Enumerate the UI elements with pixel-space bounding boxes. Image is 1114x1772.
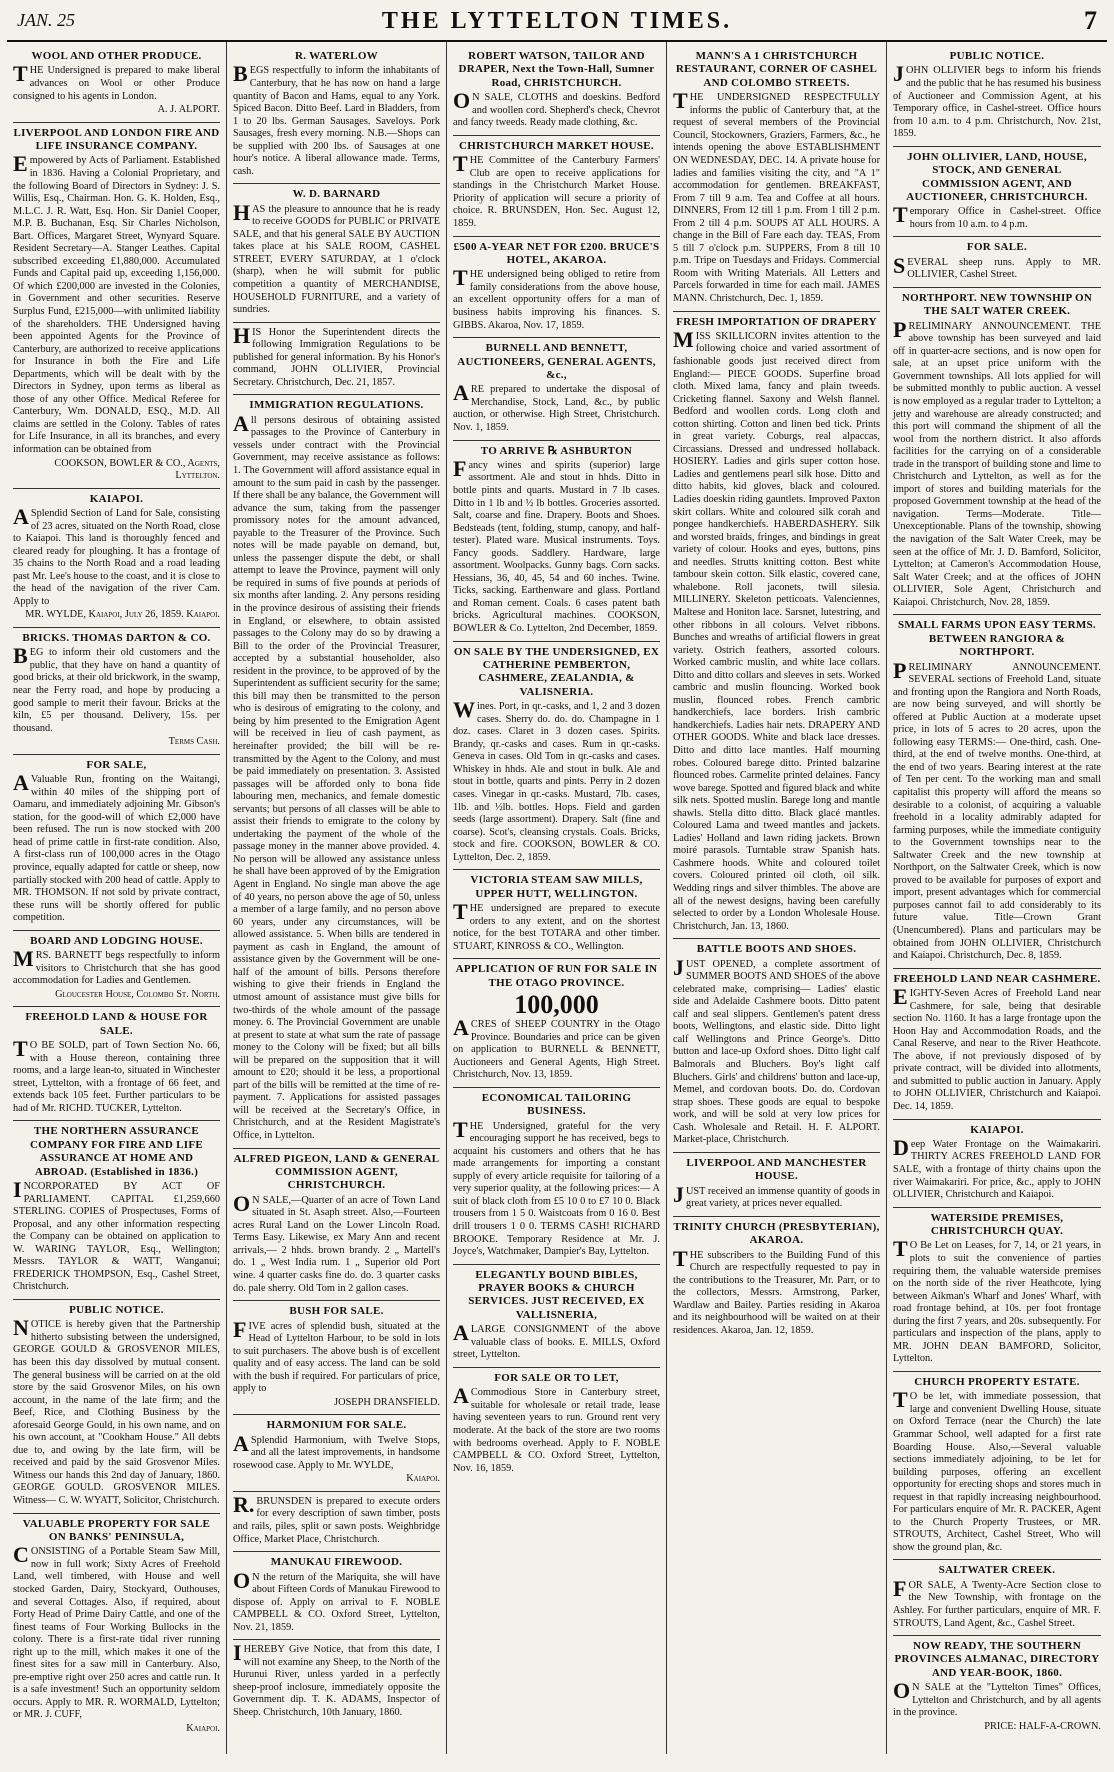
- ad-body: IHEREBY Give Notice, that from this date, I will not examine any Sheep, to the North of the Hurunui River, unless yarded in a perfectly sheep-proof inclosure, immediately opposite the Government dip. T. K. ADAMS, Inspector of Sheep. Christchurch, 10th January, 1860.: [233, 1640, 440, 1718]
- advertisement: [673, 1217, 880, 1343]
- advertisement: [233, 184, 440, 322]
- column-2: [227, 42, 447, 1754]
- ad-heading: BOARD AND LODGING HOUSE.: [30, 934, 203, 947]
- ad-body: SEVERAL sheep runs. Apply to MR. OLLIVIER, Cashel Street.: [893, 252, 1101, 281]
- ad-heading: CHURCH PROPERTY ESTATE.: [914, 1375, 1080, 1388]
- ad-heading: £500 A-YEAR NET FOR £200. BRUCE'S HOTEL, AKAROA.: [453, 240, 660, 266]
- column-5: [887, 42, 1107, 1754]
- advertisement: [893, 1636, 1101, 1738]
- advertisement: [893, 1372, 1101, 1561]
- ad-body: BEGS respectfully to inform the inhabitants of Canterbury, that he has now on hand a large quantity of Bacon and Hams, equal to any York. Spiced Bacon. Ditto Beef. Lard in Bladders, from 1 to 20 lbs. German Sausages. Saveloys. Pork Sausages, fresh every morning. N.B.—Shops can be supplied with 200 lbs. of Sausages at one hour's notice. A liberal allowance made. Terms, cash.: [233, 61, 440, 177]
- ad-heading: R. WATERLOW: [295, 50, 378, 62]
- ad-heading: KAIAPOI.: [89, 492, 144, 505]
- ad-body: AValuable Run, fronting on the Waitangi, within 40 miles of the shipping port of Oamaru, and immediately adjoining Mr. Gibson's station, for the good-will of which £2,000 have been refused. The run is now stocked with 200 head of prime cattle in first-rate condition. Also, A first-class run of 100,000 acres in the Otago province, equally adapted for cattle or sheep, now partially stocked with 200 head of cattle. Apply to MR. THOMSON. If not sold by private contract, these runs will be shortly offered for public competition.: [13, 770, 220, 924]
- ad-body: Fancy wines and spirits (superior) large assortment. Ale and stout in hhds. Ditto in bottle pints and quarts. Mustard in 7 lb cases. Ditto in 1 lb and ½ lb bottles. Groceries assorted. Salt, coarse and fine. Drapery. Boots and Shoes. Bedsteads (tent, folding, stump, canopy, and half-tester). Plated ware. Musical instruments. Toys. Fancy goods. Saddlery. Hardware, large assortment. Woolpacks. Gunny bags. Corn sacks. Hessians, 36, 40, 45, 54 and 60 inches. Twine. Ticks, sacking. Earthenware and glass. Portland and Roman cement. Coals. 6 cases patent bath bricks. Agricultural machines. COOKSON, BOWLER & Co. Lyttelton, 2nd December, 1859.: [453, 455, 660, 635]
- ad-heading: NOW READY, THE SOUTHERN PROVINCES ALMANAC, DIRECTORY AND YEAR-BOOK, 1860.: [894, 1640, 1100, 1679]
- ad-body: MISS SKILLICORN invites attention to the following choice and varied assortment of fashionable goods just received direct from England:— PIECE GOODS. Superfine broad cloth. Mixed lama, fancy and plain tweeds. Cricketing flannel. Saxony and Welsh flannel. Bedford and woollen cords. Long cloth and cotton shirting. Cotton and linen bed tick. Prints in great variety. Coburgs, real alpaccas, Circassians. Dressed and undressed hollaback. HOSIERY. Ladies and girls super cotton hose. Ladies and gentlemens pearl silk hose. Ditto and ditto habits, kid gloves, black and coloured. Ladies doeskin riding gauntlets. Improved Paxton skirt collars. White and coloured silk corah and pongee handkerchiefs. HABERDASHERY. Silk and worsted braids, fringes, and bindings in great variety of colour. Hooks and eyes, buttons, pins and needles. Strutts knitting cotton. Best white tambour skein cotton. Silk elastic, covered cane, whalebone. Roll jaconets, twill silesia. MILLINERY. Skeleton petticoats. Valenciennes, Maltese and Honiton lace. Sarsnet, lutestring, and other ribbons in all colours. Velvet ribbons. Bunches and wreaths of artificial flowers in great variety. Ostrich feathers, assorted colours. Worked cambric muslin, and white lace collars. Ditto and ditto collars and sleeves in sets. Worked cambric and muslin flouncing. Worked book muslin, flounced robes. French cambric handkerchiefs, lace borders. Irish cambric handkerchiefs. Ladies hair nets. DRAPERY AND OTHER GOODS. White and black lace dresses. Ditto and ditto lace mantles. Half mourning robes. Coloured barege ditto. Printed balzarine flounced robes. Carmelite printed delaines. Fancy wove barege. Spotted and figured black and white silk nets. Spotted muslin. Barege long and mantle shawls. Stella ditto ditto. Black glacé mantles. Coloured Lama and tweed mantles and jackets. Ladies' Holland and lawn riding jackets. Brown moiré parasols. Turntable straw Spanish hats. Cashmere hoods. White and coloured toilet covers. Coloured printed oil cloth, oil silk. Wedding rings and silver thimbles. The above are all of the newest designs, having been carefully selected to order by a London Wholesale House. Christchurch, Jan. 13, 1860.: [673, 326, 880, 932]
- advertisement: [233, 1640, 440, 1724]
- ad-heading: TRINITY CHURCH (PRESBYTERIAN), AKAROA.: [673, 1220, 880, 1247]
- ad-heading: FREEHOLD LAND NEAR CASHMERE.: [893, 972, 1101, 985]
- ad-body: ON the return of the Mariquita, she will have about Fifteen Cords of Manukau Firewood to dispose of. Apply on arrival to F. NOBLE CAMPBELL & CO. Oxford Street, Lyttelton, Nov. 21, 1859.: [233, 1567, 440, 1633]
- advertisement: [233, 1301, 440, 1415]
- ad-signature: JOSEPH DRANSFIELD.: [334, 1396, 440, 1408]
- advertisement: [13, 1300, 220, 1514]
- advertisement: [453, 642, 660, 871]
- masthead: [7, 6, 1107, 42]
- ad-heading: WATERSIDE PREMISES, CHRISTCHURCH QUAY.: [930, 1211, 1064, 1238]
- ad-heading: IMMIGRATION REGULATIONS.: [249, 399, 424, 412]
- ad-signature: COOKSON, BOWLER & CO., Agents, Lyttelton.: [54, 457, 220, 482]
- ad-heading: ALFRED PIGEON, LAND & GENERAL COMMISSION AGENT, CHRISTCHURCH.: [233, 1152, 440, 1192]
- advertisement: [13, 1121, 220, 1300]
- ad-heading: BRICKS. THOMAS DARTON & CO.: [22, 631, 211, 644]
- issue-date: JAN. 25: [17, 10, 75, 30]
- ad-body: ASplendid Section of Land for Sale, consisting of 23 acres, situated on the North Road, close to Kaiapoi. This land is thoroughly fenced and cleared ready for ploughing. It has a frontage of 35 chains to the North Road and a road leading past Mr. Lee's house to the coast, and it is close to the head of the navigation of the river Cam. Apply to: [13, 504, 220, 607]
- advertisement: [233, 46, 440, 184]
- ad-signature: A. J. ALPORT.: [157, 104, 220, 116]
- ad-body: Empowered by Acts of Parliament. Established in 1836. Having a Colonial Proprietary, and the following Board of Directors in Sydney: J. S. Willis, Esq., Chairman. Hon. G. K. Holden, Esq., M.L.C. J. R. Watt, Esq. Hon. Sir Daniel Cooper, M.P. B. Buchanan, Esq. Sir Charles Nicholson, Bart. Offices, Margaret Street, Wynyard Square. Resident Secretary—A. Stanger Leathes. Capital subscribed exceeding £1,880,000. Accumulated Funds and Capital paid up, exceeding 1,156,000. Of which £200,000 are invested in the Colonies, in Government and other securities. Reserve Surplus Fund, £215,000—with unlimited liability of the shareholders. THE Undersigned having been appointed Agents for the Province of Canterbury, are authorized to receive applications for Insurance in both the Fire and Life Departments, which will be dealt with by the Directors in Sydney, upon terms as liberal as those of any other Office. Medical Referee for Canterbury, Wm. DONALD, ESQ., M.D. All claims are settled in the Colony. Tables of rates for Life Insurance, in all its branches, and every information can be obtained from: [13, 151, 220, 455]
- ad-signature: Kaiapoi.: [406, 1473, 440, 1485]
- ad-heading: LIVERPOOL AND LONDON FIRE AND LIFE INSURANCE COMPANY.: [13, 126, 220, 152]
- ad-body: EIGHTY-Seven Acres of Freehold Land near Cashmere, for sale, being that desirable section No. 1160. It has a large frontage upon the Hoon Hay and Accommodation Roads, and the Canal Reserve, and near to the River Heathcote. The above, if not previously disposed of by private contract, will be divided into allotments, and submitted to public auction in January. Apply to JOHN OLLIVIER, Christchurch and Kaiapoi. Dec. 14, 1859.: [893, 984, 1101, 1112]
- ad-signature: MR. WYLDE, Kaiapoi, July 26, 1859. Kaiapoi.: [25, 609, 220, 621]
- ad-body: THE Committee of the Canterbury Farmers' Club are open to receive applications for standings in the Christchurch Market House. Priority of application will secure a priority of choice. R. BRUNSDEN, Hon. Sec. August 12, 1859.: [453, 151, 660, 229]
- ad-body: All persons desirous of obtaining assisted passages to the Province of Canterbury in vessels under contract with the Provincial Government, may receive assistance as follows: 1. The Government will afford assistance equal in amount to the sum paid in cash by the passenger. If there shall be any balance, the Government will advance the sum, taking from the passenger promissory notes for the amount advanced, payable to the Treasurer of the Province. Such notes will be made payable on demand, but, unless the passenger dispute the debt, or shall attempt to leave the Province, payment will only be required in sums of five pounds at periods of six months after landing. 2. Any persons residing in the province desirous of assisting their friends in England, or elsewhere, to obtain assisted passages to the Colony may do so by drawing a Bill to the order of the Provincial Treasurer, accepted by a substantial householder, also resident in the province, to be approved of by the Superintendent as sufficient security for the same; this bill may then be transmitted to the person who is desirous of emigrating to the colony, and being by him presented to the Emigration Agent will be received in lieu of cash payment, as hereinafter provided; the bill will be re-transmitted by the Agent to the Colony, and must be paid immediately on presentation. 3. Assisted passages will be afforded only to bona fide labouring men, mechanics, and female domestic servants; but persons of all classes will be able to assist their friends to emigrate to the colony by undertaking the payment of the whole of the passage money in the manner above provided. 4. No person will be allowed any assistance unless he shall have been approved of by the Emigration Agent in England. No single man above the age of 40 years, no person above the age of 50, unless a member of a large family, and no person above 60 years, under any circumstances, will be allowed assistance. 5. When bills are tendered in payment as cash in England, the amount of assistance given by the Government will be one-half of the amount of bills. Persons therefore wishing to give their friends in England the utmost amount of assistance must give bills for two-thirds of the whole amount of the passage money. 6. The Provincial Government are unable at present to state at what sum the rate of passage money to the Colony will be fixed; but all bills will be prepared on the supposition that it will amount to £20; should it be less, a proportional part of the bills will be remitted at the time of re-payment. 7. Applications for assisted passages will be received at the Secretary's Office, in Christchurch, and at the Resident Magistrate's Office, in Lyttelton.: [233, 410, 440, 1141]
- ad-body: TO Be Let on Leases, for 7, 14, or 21 years, in plots to suit the convenience of parties requiring them, the valuable waterside premises on the north side of the river Heathcote, lying between Aikman's Wharf and Jones' Wharf, with road frontage behind, at 10s. per foot frontage during the first 7 years, and 20s. subsequently. For particulars and inspection of the plans, apply to MR. JOHN DEAN BAMFORD, Solicitor, Lyttelton.: [893, 1236, 1101, 1365]
- ad-body: FIVE acres of splendid bush, situated at the Head of Lyttelton Harbour, to be sold in lots to suit purchasers. The above bush is of excellent quality and of easy access. The land can be sold with the bush if required. For particulars of price, apply to: [233, 1316, 440, 1395]
- advertisement: [453, 870, 660, 959]
- ad-heading: FOR SALE.: [966, 241, 1028, 254]
- ad-heading: FRESH IMPORTATION OF DRAPERY: [676, 315, 877, 328]
- advertisement: [893, 147, 1101, 238]
- advertisement: [13, 489, 220, 628]
- newspaper-title: THE LYTTELTON TIMES.: [381, 8, 733, 34]
- ad-heading: BURNELL AND BENNETT, AUCTIONEERS, GENERAL AGENTS, &c.,: [457, 342, 656, 381]
- ad-heading: MANN'S A 1 CHRISTCHURCH RESTAURANT, CORNER OF CASHEL AND COLOMBO STREETS.: [675, 50, 878, 89]
- ad-heading: APPLICATION OF RUN FOR SALE IN THE OTAGO PROVINCE.: [455, 963, 658, 989]
- ad-heading: KAIAPOI.: [970, 1123, 1024, 1136]
- ad-heading: MANUKAU FIREWOOD.: [270, 1556, 403, 1569]
- ad-heading: FREEHOLD LAND & HOUSE FOR SALE.: [25, 1011, 208, 1037]
- column-3: [447, 42, 667, 1754]
- column-4: [667, 42, 887, 1754]
- ad-body: JUST OPENED, a complete assortment of SUMMER BOOTS AND SHOES of the above celebrated make, comprising— Ladies' elastic side and Adelaide Cashmere boots. Ditto patent calf and seal slippers. Gentlemen's patent dress boots, Wellingtons, and elastic side. Ditto light calf Wellingtons and Prince George's. Ditto button and lace-up Oxford shoes. Ditto light calf Balmorals and Bluchers. Boy's light calf Bluchers. Girls' and childrens' button and lace-up, Memel, and cordovan boots. Do. do. Cordovan strap shoes. These goods are equal to bespoke work, and will be sold at very low prices for Cash. Wholesale and Retail. H. F. ALPORT. Market-place, Christchurch.: [673, 954, 880, 1146]
- ad-heading: W. D. BARNARD: [292, 188, 381, 201]
- advertisement: [673, 46, 880, 312]
- advertisement: [453, 46, 660, 136]
- ad-body: TO BE SOLD, part of Town Section No. 66, with a House thereon, containing three rooms, and a large lean-to, situated in Winchester street, Lyttelton, with a frontage of 66 feet, and extends back 105 feet. Further particulars to be had of Mr. RICHD. TUCKER, Lyttelton.: [13, 1036, 220, 1114]
- advertisement: [673, 939, 880, 1153]
- advertisement: [233, 1149, 440, 1302]
- ad-body: ARE prepared to undertake the disposal of Merchandise, Stock, Land, &c., by public auction, or otherwise. High Street, Christchurch. Nov. 1, 1859.: [453, 380, 660, 433]
- ad-body: ASplendid Harmonium, with Twelve Stops, and all the latest improvements, in handsome rosewood case. Apply to Mr. WYLDE,: [233, 1430, 440, 1471]
- advertisement: [893, 288, 1101, 615]
- ad-heading: CHRISTCHURCH MARKET HOUSE.: [459, 139, 654, 152]
- advertisement: [233, 1415, 440, 1492]
- advertisement: [453, 237, 660, 339]
- ad-heading: BUSH FOR SALE.: [289, 1305, 384, 1318]
- advertisement: [13, 1514, 220, 1741]
- advertisement: [13, 123, 220, 489]
- advertisement: [893, 1120, 1101, 1208]
- advertisement: [673, 312, 880, 940]
- ad-heading: FOR SALE OR TO LET,: [494, 1371, 619, 1384]
- advertisement: [673, 1153, 880, 1217]
- advertisement: [893, 46, 1101, 147]
- page-number: 7: [1084, 6, 1097, 35]
- ad-body: Wines. Port, in qr.-casks, and 1, 2 and 3 dozen cases. Sherry do. do. do. Champagne in 1 doz. cases. Claret in 3 dozen cases. Spirits. Brandy, qr.-casks and cases. Rum in qr.-casks. Geneva in cases. Old Tom in qr.-casks and cases. Whiskey in hhds. Ale and stout in bulk. Ale and stout in bottle, quarts and pints. Perry in 2 dozen cases. Vinegar in qr.-casks. Mustard, 7lb. cases, 1lb. and ½lb. bottles. Hops. Field and garden seeds (large assortment). Drapery. Salt (fine and coarse). Scot's, cleansing crystals. Coals. Bricks, stock and fire. COOKSON, BOWLER & CO. Lyttelton, Dec. 2, 1859.: [453, 697, 660, 863]
- ad-body: FOR SALE, A Twenty-Acre Section close to the New Township, with frontage on the Ashley. For further particulars, enquire of MR. F. STROUTS, Land Agent, &c., Cashel Street.: [893, 1575, 1101, 1629]
- advertisement: [893, 615, 1101, 968]
- advertisement: [13, 628, 220, 755]
- ad-body: HIS Honor the Superintendent directs the following Immigration Regulations to be published for general information. By his Honor's command, JOHN OLLIVIER, Provincial Secretary. Christchurch, Dec. 21, 1857.: [233, 322, 440, 388]
- ad-body: ALARGE CONSIGNMENT of the above valuable class of books. E. MILLS, Oxford street, Lyttelton.: [453, 1320, 660, 1361]
- advertisement: [453, 441, 660, 642]
- ad-body: Temporary Office in Cashel-street. Office hours from 10 a.m. to 4 p.m.: [893, 202, 1101, 230]
- ad-body: JUST received an immense quantity of goods in great variety, at prices never equalled.: [673, 1181, 880, 1210]
- ad-signature: PRICE: HALF-A-CROWN.: [984, 1720, 1101, 1732]
- ad-body: JOHN OLLIVIER begs to inform his friends and the public that he has resumed his business of Auctioneer and Commission Agent, at his Temporary office, in Cashel-street. Office hours from 10 a.m. to 4 p.m. Christchurch, Nov. 21st, 1859.: [893, 61, 1101, 140]
- advertisement: [13, 46, 220, 123]
- ad-body: PRELIMINARY ANNOUNCEMENT. SEVERAL sections of Freehold Land, situate and fronting upon the Rangiora and North Roads, are now being surveyed, and will shortly be offered at Public Auction at a moderate upset price, in lots of 5 acres to 20 acres, upon the following easy TERMS:— One-third, cash. One-third, at the end of twelve months. One-third, at the end of two years. Bearing interest at the rate of Ten per cent. To the working man and small capitalist this property will afford the means so desirable to a colonist, of acquiring a valuable freehold in a locality admirably adapted for farming purposes, while the immediate contiguity to the Government townships near to the Saltwater Creek and the new township at Northport, on the Saltwater Creek, which is now proved to be available for purposes of export and import, present advantages which for commercial purposes cannot fail to add considerably to its future value. Title—Crown Grant (Unencumbered). Plans and particulars may be obtained from JOHN OLLIVIER, Christchurch and Kaiapoi. Christchurch, Dec. 8, 1859.: [893, 657, 1101, 962]
- advertisement: [453, 1088, 660, 1265]
- advertisement: [893, 237, 1101, 288]
- ad-heading: ROBERT WATSON, TAILOR AND DRAPER, Next the Town-Hall, Sumner Road, CHRISTCHURCH.: [458, 50, 655, 89]
- ad-heading: ELEGANTLY BOUND BIBLES, PRAYER BOOKS & CHURCH SERVICES. JUST RECEIVED, EX VALLISNERIA,: [468, 1268, 645, 1321]
- ad-body: THE undersigned being obliged to retire from family considerations from the above house, an excellent opportunity offers for a man of business habits improving his finances. S. GIBBS. Akaroa, Nov. 17, 1859.: [453, 265, 660, 331]
- ad-body: ON SALE at the "Lyttelton Times" Offices, Lyttelton and Christchurch, and by all agents in the province.: [893, 1678, 1101, 1719]
- ad-heading: ECONOMICAL TAILORING BUSINESS.: [481, 1091, 632, 1118]
- advertisement: [893, 1560, 1101, 1636]
- ad-heading: LIVERPOOL AND MANCHESTER HOUSE.: [686, 1156, 867, 1183]
- ad-heading: JOHN OLLIVIER, LAND, HOUSE, STOCK, AND GENERAL COMMISSION AGENT, AND AUCTIONEER, CHRISTCHURCH.: [906, 150, 1088, 203]
- advertisement: [13, 755, 220, 931]
- ad-heading: SMALL FARMS UPON EASY TERMS. BETWEEN RANGIORA & NORTHPORT.: [898, 619, 1096, 659]
- ad-heading: THE NORTHERN ASSURANCE COMPANY FOR FIRE AND LIFE ASSURANCE AT HOME AND ABROAD. (Established in 1836.): [29, 1125, 204, 1178]
- ad-body: THE Undersigned, grateful for the very encouraging support he has received, begs to acquaint his customers and others that he has made arrangements for importing a constant supply of every article requisite for tailoring of a very superior quality, at the following prices:— A suit of black cloth from £5 10 0 to £7 10 0. Black trousers from 1 5 0. Waistcoats from 0 16 0. Best drill trousers 1 0 0. TERMS CASH! RICHARD BROOKE. Temporary Residence at Mr. J. Joyce's, Watchmaker, Dampier's Bay, Lyttelton.: [453, 1116, 660, 1258]
- ad-body: ACRES of SHEEP COUNTRY in the Otago Province. Boundaries and price can be given on application to BURNELL & BENNETT, Auctioneers and General Agents, High Street. Christchurch, Nov. 13, 1859.: [453, 1015, 660, 1081]
- advertisement: [893, 1208, 1101, 1372]
- ad-heading: VALUABLE PROPERTY FOR SALE ON BANKS' PENINSULA,: [22, 1517, 211, 1543]
- advertisement: [233, 1492, 440, 1552]
- ad-body: MRS. BARNETT begs respectfully to inform visitors to Christchurch that she has good accommodation for Ladies and Gentlemen.: [13, 946, 220, 987]
- ad-heading: ON SALE BY THE UNDERSIGNED, EX CATHERINE PEMBERTON, CASHMERE, ZEALANDIA, & VALISNERIA.: [453, 645, 660, 698]
- ad-signature: Gloucester House, Colombo St. North.: [55, 988, 220, 1000]
- advertisement: [13, 931, 220, 1008]
- ad-body: ON SALE, CLOTHS and doeskins. Bedford and woollen cord. Shepherd's check, Chevrot and fancy tweeds. Ready made clothing, &c.: [453, 88, 660, 129]
- advertisement: [233, 1552, 440, 1640]
- ad-body: THE undersigned are prepared to execute orders to any extent, and on the shortest notice, for the best TOTARA and other timber. STUART, KINROSS & CO., Wellington.: [453, 899, 660, 952]
- ad-body: THE Undersigned is prepared to make liberal advances on Wool or other Produce consigned to his agents in London.: [13, 61, 220, 102]
- ad-heading: TO ARRIVE ℞ ASHBURTON: [480, 444, 633, 457]
- advertisement: [13, 1007, 220, 1121]
- advertisement: [453, 959, 660, 1088]
- ad-heading: VICTORIA STEAM SAW MILLS, UPPER HUTT, WELLINGTON.: [470, 874, 643, 900]
- advertisement: [893, 969, 1101, 1120]
- advertisement: [453, 338, 660, 440]
- ad-heading: NORTHPORT. NEW TOWNSHIP ON THE SALT WATER CREEK.: [901, 291, 1093, 318]
- ad-body: Deep Water Frontage on the Waimakariri. THIRTY ACRES FREEHOLD LAND FOR SALE, with a frontage of thirty chains upon the river Waimakariri. For price, &c., apply to JOHN OLLIVIER, Christchurch and Kaiapoi.: [893, 1134, 1101, 1201]
- column-1: [7, 42, 227, 1754]
- ad-body: TO be let, with immediate possession, that large and convenient Dwelling House, situate on Oxford Terrace (near the Church) the late Grammar School, well adapted for a first rate Boarding House. Also,—Several valuable sections immediately adjoining, to be let for building purposes, offering an excellent opportunity for erecting shops and stores much in request in that rapidly increasing neighbourhood. For particulars enquire of Mr. R. PACKER, Agent to the Church Property Trustees, or MR. STROUTS, Architect, Cashel Street, Who will show the ground plan, &c.: [893, 1387, 1101, 1553]
- ad-body: ACommodious Store in Canterbury street, suitable for wholesale or retail trade, lease having seventeen years to run. Ground rent very moderate. At the back of the store are two rooms with bedrooms overhead. Apply to F. NOBLE CAMPBELL & CO. Oxford Street, Lyttelton, Nov. 16, 1859.: [453, 1383, 660, 1474]
- ad-body: NOTICE is hereby given that the Partnership hitherto subsisting between the undersigned, GEORGE GOULD & GROSVENOR MILES, has been this day dissolved by mutual consent. The general business will be carried on at the old store by the said Grosvenor Miles, on his own account, in the name of the late firm; and the Beef, Rice, and Clothing Business by the aforesaid George Gould, in his own name, and on his own account, at "Cookham House." All debts due to, and owing by the late firm, will be received and paid by the said Grosvenor Miles. Witness our hands this 2nd day of January, 1860. GEORGE GOULD. GROSVENOR MILES. Witness— C. W. WYATT, Solicitor, Christchurch.: [13, 1315, 220, 1506]
- ad-signature: Terms Cash.: [168, 736, 220, 748]
- ad-large-figure: 100,000: [514, 990, 599, 1020]
- newspaper-page: [7, 6, 1107, 1758]
- ad-body: HAS the pleasure to announce that he is ready to receive GOODS for PUBLIC or PRIVATE SALE, and that his general SALE BY AUCTION takes place at his SALE ROOM, CASHEL STREET, EVERY SATURDAY, at 1 o'clock (sharp), when he will submit for public competition a quantity of MERCHANDISE, HOUSEHOLD FURNITURE, and a variety of sundries.: [233, 199, 440, 316]
- ad-body: CONSISTING of a Portable Steam Saw Mill, now in full work; Sixty Acres of Freehold Land, well timbered, with House and well stocked Garden, Dairy, Stockyard, Outhouses, and several Cottages. Also, if required, about Forty Head of Prime Dairy Cattle, and one of the finest teams of Four Working Bullocks in the colony. There is a first-rate tidal river running right up to the mill, which makes it one of the finest sites for a saw mill in Canterbury. Also, pre-emptive right over 250 acres and cattle run. It is a safe investment! Such an opportunity seldom occurs. Apply to MR. R. WORMALD, Lyttelton; or MR. J. CUFF,: [13, 1542, 220, 1721]
- advertisement: [233, 323, 440, 396]
- ad-body: PRELIMINARY ANNOUNCEMENT. THE above township has been surveyed and laid off in quarter-acre sections, and is now open for sale, at an upset price uniform with the Government townships. All lots applied for will be submitted monthly to public auction. A vessel is now employed as a regular trader to Lyttelton; a jetty and warehouse are already constructed; and this port will command the shipment of all the wool from the northern district. It also affords facilities for the carrying on of a considerable trade in the transport of building stone and lime to Christchurch and Lyttelton, as well as for the import of stores and building materials for the proposed Government township at the head of the navigation. Terms—Moderate. Title—Unexceptionable. Plans of the township, showing the navigation of the Salt Water Creek, may be seen at the office of Mr. J. D. Bamford, Solicitor, Lyttelton; at Cameron's Accommodation House, Salt Water Creek; and at the offices of JOHN OLLIVIER, Sole Agent, Christchurch and Kaiapoi. Christchurch, Nov. 28, 1859.: [893, 316, 1101, 608]
- columns: [7, 42, 1107, 1754]
- ad-body: R.BRUNSDEN is prepared to execute orders for every description of sawn timber, posts and rails, piles, split or sawn posts. Weighbridge Office, Market Place, Christchurch.: [233, 1491, 440, 1545]
- ad-heading: FOR SALE,: [86, 758, 147, 771]
- ad-heading: WOOL AND OTHER PRODUCE.: [31, 50, 202, 62]
- ad-body: THE subscribers to the Building Fund of this Church are respectfully requested to pay in the contributions to the Treasurer, Mr. Parr, or to the collectors, Messrs. Armstrong, Parker, Wardlaw and Bailey. Parties residing in Akaroa and its neighbourhood will be waited on at their residences. Akaroa, Jan. 12, 1859.: [673, 1245, 880, 1336]
- ad-heading: PUBLIC NOTICE.: [949, 50, 1045, 62]
- ad-body: BEG to inform their old customers and the public, that they have on hand a quantity of good bricks, at their old brickwork, in the swamp, near the Ferry road, and hope by producing a good sample to merit their favour. Bricks at the kiln, £5 per thousand. Delivery, 15s. per thousand.: [13, 643, 220, 734]
- ad-heading: SALTWATER CREEK.: [938, 1564, 1056, 1577]
- ad-body: ON SALE,—Quarter of an acre of Town Land situated in St. Asaph street. Also,—Fourteen acres Rural Land on the Lower Lincoln Road. Terms Easy. Likewise, ex Mary Ann and recent arrivals,— 2 hhds. brown brandy. 2 „ Martell's do. 1 „ West India rum. 1 „ Superior old Port wine. 4 quarter casks fine do. do. 3 quarter casks do. pale sherry. Old Tom in 2 gallon cases.: [233, 1190, 440, 1294]
- ad-signature: Kaiapoi.: [186, 1723, 220, 1735]
- advertisement: [453, 136, 660, 237]
- ad-heading: HARMONIUM FOR SALE.: [266, 1419, 407, 1432]
- advertisement: [453, 1368, 660, 1480]
- ad-heading: PUBLIC NOTICE.: [69, 1303, 164, 1316]
- ad-body: THE UNDERSIGNED RESPECTFULLY informs the public of Canterbury that, at the request of several members of the Provincial Council, Stockowners, Graziers, Farmers, &c., he intends opening the above ESTABLISHMENT ON WEDNESDAY, DEC. 14. A private house for ladies and families visiting the city, and "A 1" accommodation for gentlemen. BREAKFAST, From 7 till 9 a.m. Tea and Coffee at all hours. DINNERS, From 12 till 1 p.m. From 1 till 2 p.m. From 2 till 4 p.m. SOUPS AT ALL HOURS. A change in the Bill of Fare each day. TEAS, From 5 till 7 o'clock p.m. SUPPERS, From 8 till 10 p.m. Tripe on Tuesdays and Fridays. Commercial Room with Writing Materials. All Letters and Parcels forwarded in time for each mail. JAMES MANN. Christchurch, Dec. 1, 1859.: [673, 88, 880, 304]
- advertisement: [453, 1265, 660, 1368]
- ad-body: INCORPORATED BY ACT OF PARLIAMENT. CAPITAL £1,259,660 STERLING. COPIES of Prospectuses, Forms of Proposal, and any other information respecting the Company can be obtained on application to W. WARING TAYLOR, Esq., Wellington; Messrs. TAYLOR & WATT, Wanganui; FREDERICK THOMPSON, Esq., Cashel Street, Christchurch.: [13, 1177, 220, 1293]
- ad-heading: BATTLE BOOTS AND SHOES.: [696, 943, 857, 956]
- advertisement: [233, 395, 440, 1148]
